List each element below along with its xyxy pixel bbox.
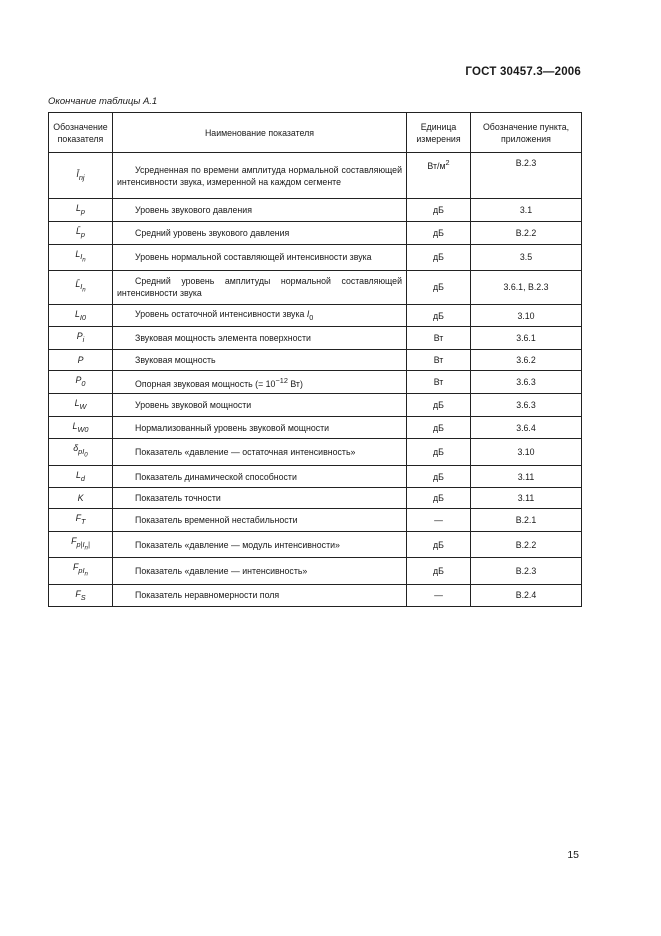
row-unit: Вт [407, 327, 471, 350]
row-symbol: $F_{pI_n}$ [49, 558, 113, 584]
row-symbol: $L_d$ [49, 465, 113, 488]
row-symbol: P [49, 350, 113, 371]
table-row [49, 244, 582, 270]
row-reference: 3.6.1, В.2.3 [471, 270, 582, 304]
row-name: Средний уровень амплитуды нормальной составляющей интенсивности звука [113, 270, 407, 304]
header-reference: Обозначение пункта, приложения [471, 113, 582, 153]
row-name: Уровень остаточной интенсивности звука $I_0$ [113, 304, 407, 327]
table-row [49, 416, 582, 439]
table-row [49, 350, 582, 371]
row-symbol: $P_0$ [49, 371, 113, 394]
table-row [49, 439, 582, 465]
table-row [49, 584, 582, 607]
indicator-table [48, 112, 582, 607]
row-unit: дБ [407, 199, 471, 222]
table-row [49, 153, 582, 199]
row-unit: дБ [407, 270, 471, 304]
row-unit: Вт [407, 350, 471, 371]
row-symbol: $L̄_p$ [49, 221, 113, 244]
table-row [49, 558, 582, 584]
header-symbol: Обозначение показателя [49, 113, 113, 153]
row-unit: дБ [407, 416, 471, 439]
row-name: Показатель «давление — модуль интенсивности» [113, 532, 407, 558]
row-reference: 3.11 [471, 488, 582, 509]
table-row [49, 393, 582, 416]
header-name: Наименование показателя [113, 113, 407, 153]
row-unit: $Вт/м^2$ [407, 153, 471, 199]
row-name: Уровень нормальной составляющей интенсивности звука [113, 244, 407, 270]
row-reference: В.2.2 [471, 532, 582, 558]
row-reference: 3.6.2 [471, 350, 582, 371]
table-row [49, 532, 582, 558]
row-symbol: $F_{p|I_n|}$ [49, 532, 113, 558]
header-unit: Единица измерения [407, 113, 471, 153]
row-reference: 3.10 [471, 439, 582, 465]
row-name: Уровень звуковой мощности [113, 393, 407, 416]
row-name: Показатель неравномерности поля [113, 584, 407, 607]
row-unit: дБ [407, 558, 471, 584]
row-name: Показатель точности [113, 488, 407, 509]
row-reference: 3.5 [471, 244, 582, 270]
row-symbol: $L_p$ [49, 199, 113, 222]
row-symbol: $L_{W0}$ [49, 416, 113, 439]
table-row [49, 371, 582, 394]
row-name: Усредненная по времени амплитуда нормальной составляющей интенсивности звука, измеренной на каждом сегменте [113, 153, 407, 199]
table-row [49, 465, 582, 488]
row-symbol: K [49, 488, 113, 509]
table-row [49, 304, 582, 327]
standard-code: ГОСТ 30457.3—2006 [465, 66, 581, 78]
row-name: Показатель динамической способности [113, 465, 407, 488]
row-reference: 3.6.3 [471, 393, 582, 416]
table-row [49, 221, 582, 244]
table-row [49, 270, 582, 304]
row-name: Показатель «давление — интенсивность» [113, 558, 407, 584]
row-reference: 3.6.4 [471, 416, 582, 439]
table-caption: Окончание таблицы А.1 [48, 96, 158, 107]
row-unit: дБ [407, 304, 471, 327]
table-header-row [49, 113, 582, 153]
table-row [49, 488, 582, 509]
row-unit: Вт [407, 371, 471, 394]
row-reference: 3.11 [471, 465, 582, 488]
row-name: Показатель временной нестабильности [113, 509, 407, 532]
row-name: Звуковая мощность элемента поверхности [113, 327, 407, 350]
row-name: Звуковая мощность [113, 350, 407, 371]
row-reference: В.2.3 [471, 153, 582, 199]
row-name: Показатель «давление — остаточная интенсивность» [113, 439, 407, 465]
row-symbol: $P_i$ [49, 327, 113, 350]
row-symbol: $L_{I0}$ [49, 304, 113, 327]
table-row [49, 509, 582, 532]
row-reference: В.2.4 [471, 584, 582, 607]
row-unit: дБ [407, 221, 471, 244]
row-symbol: $F_T$ [49, 509, 113, 532]
row-symbol: $L̄_{I_n}$ [49, 270, 113, 304]
row-unit: — [407, 509, 471, 532]
row-unit: дБ [407, 465, 471, 488]
page-number: 15 [567, 849, 579, 861]
row-reference: 3.6.1 [471, 327, 582, 350]
table-row [49, 327, 582, 350]
row-name: Опорная звуковая мощность (= $10^{-12}$ Вт) [113, 371, 407, 394]
row-unit: дБ [407, 488, 471, 509]
row-symbol: $L_{I_n}$ [49, 244, 113, 270]
row-reference: 3.10 [471, 304, 582, 327]
row-unit: — [407, 584, 471, 607]
row-reference: В.2.1 [471, 509, 582, 532]
row-reference: 3.1 [471, 199, 582, 222]
row-name: Средний уровень звукового давления [113, 221, 407, 244]
row-name: Нормализованный уровень звуковой мощности [113, 416, 407, 439]
row-unit: дБ [407, 532, 471, 558]
row-unit: дБ [407, 439, 471, 465]
table-body [49, 153, 582, 607]
row-symbol: $F_S$ [49, 584, 113, 607]
row-unit: дБ [407, 244, 471, 270]
row-reference: В.2.3 [471, 558, 582, 584]
row-reference: В.2.2 [471, 221, 582, 244]
row-reference: 3.6.3 [471, 371, 582, 394]
row-name: Уровень звукового давления [113, 199, 407, 222]
row-symbol: $\delta_{pI_0}$ [49, 439, 113, 465]
row-unit: дБ [407, 393, 471, 416]
row-symbol: $Ī_{nj}$ [49, 153, 113, 199]
table-row [49, 199, 582, 222]
row-symbol: $L_W$ [49, 393, 113, 416]
